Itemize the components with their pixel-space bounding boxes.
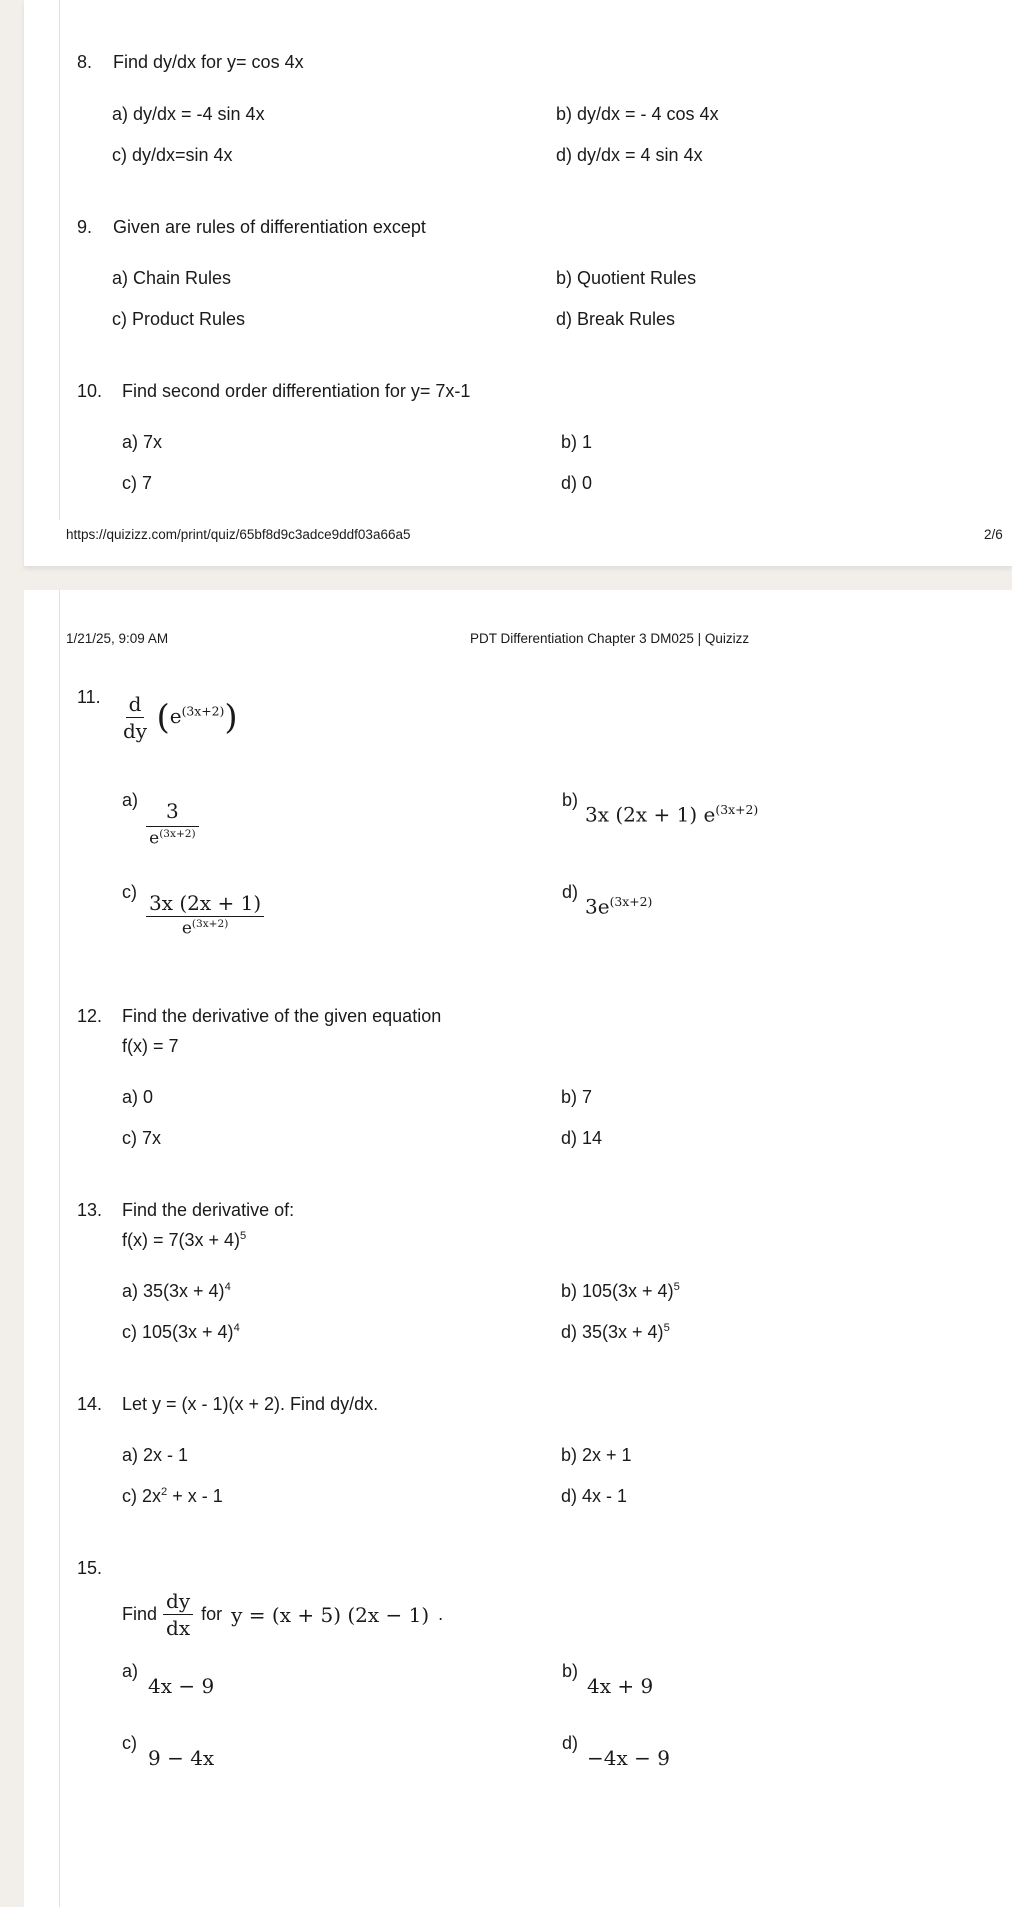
question-subtext: f(x) = 7 — [122, 1036, 179, 1056]
question-text: Given are rules of differentiation except — [113, 217, 426, 237]
option-b: b) 2x + 1 — [561, 1445, 632, 1465]
option-c: c) dy/dx=sin 4x — [112, 145, 233, 165]
question-text: Find second order differentiation for y= 7x-1 — [122, 381, 471, 401]
question-number: 14. — [77, 1394, 103, 1414]
option-c: c) 7x — [122, 1128, 162, 1148]
option-d: d) 4x - 1 — [561, 1486, 628, 1506]
option-label-c: c) — [122, 1733, 137, 1753]
option-d: −4x − 9 — [587, 1746, 670, 1770]
option-b: b) dy/dx = - 4 cos 4x — [556, 104, 719, 124]
option-a: a) Chain Rules — [112, 268, 232, 288]
question-number: 12. — [77, 1006, 103, 1026]
header-title: PDT Differentiation Chapter 3 DM025 | Quizizz — [470, 631, 750, 646]
option-a: a) dy/dx = -4 sin 4x — [112, 104, 265, 124]
question-number: 11. — [77, 687, 101, 707]
option-b: 4x + 9 — [587, 1674, 654, 1698]
question-number: 9. — [77, 217, 93, 237]
option-c: c) 7 — [122, 473, 153, 493]
option-c: 9 − 4x — [148, 1746, 215, 1770]
footer-url[interactable]: https://quizizz.com/print/quiz/65bf8d9c3adce9ddf03a66a5 — [66, 527, 411, 542]
footer-page-number: 2/6 — [984, 527, 1003, 542]
option-label-a: a) — [122, 1661, 139, 1681]
derivative-operator: $\frac{d}{dy}$ — [123, 692, 148, 743]
option-a: a) 2x - 1 — [122, 1445, 189, 1465]
option-a: a) 7x — [122, 432, 163, 452]
option-a: a) $35(3x + 4)^4$ — [122, 1281, 231, 1301]
option-b: b) Quotient Rules — [556, 268, 697, 288]
question-subtext: $f(x) = 7(3x + 4)^5$ — [122, 1230, 247, 1250]
header-datetime: 1/21/25, 9:09 AM — [66, 631, 169, 646]
question-text: Find the derivative of: — [122, 1200, 295, 1220]
option-d: $3e^{(3x+2)}$ — [585, 894, 653, 919]
question-number: 13. — [77, 1200, 103, 1220]
option-d: d) $35(3x + 4)^5$ — [561, 1322, 670, 1342]
option-label-b: b) — [562, 1661, 579, 1681]
option-label-c: c) — [122, 882, 137, 902]
option-d: d) dy/dx = 4 sin 4x — [556, 145, 703, 165]
question-text: Find the derivative of the given equation — [122, 1006, 442, 1026]
question-number: 10. — [77, 381, 103, 401]
option-d: d) 0 — [561, 473, 593, 493]
option-b: b) 7 — [561, 1087, 593, 1107]
page-left-rule — [59, 590, 60, 1907]
question-number: 15. — [77, 1558, 103, 1578]
option-c: c) $105(3x + 4)^4$ — [122, 1322, 240, 1342]
option-d: d) 14 — [561, 1128, 603, 1148]
option-c: c) $2x^2 + x - 1$ — [122, 1486, 223, 1506]
question-text: Find dy/dx for y= cos 4x — [113, 52, 304, 72]
option-b: b) $105(3x + 4)^5$ — [561, 1281, 680, 1301]
page-left-rule — [59, 0, 60, 520]
question-text: Find $\frac{dy}{dx}$ for y = (x + 5) (2x − 1) . — [122, 1589, 444, 1640]
option-label-a: a) — [122, 790, 139, 810]
option-label-d: d) — [562, 1733, 579, 1753]
option-label-d: d) — [562, 882, 579, 902]
question-number: 8. — [77, 52, 93, 72]
option-b: 3x (2x + 1) $e^{(3x+2)}$ — [585, 802, 759, 827]
option-a: $\frac{3}{e^{(3x+2)}}$ — [146, 800, 199, 848]
question-text: Let y = (x - 1)(x + 2). Find dy/dx. — [122, 1394, 379, 1414]
option-c: $\frac{3x (2x + 1)}{e^{(3x+2)}}$ — [146, 892, 264, 938]
option-a: 4x − 9 — [148, 1674, 215, 1698]
option-d: d) Break Rules — [556, 309, 676, 329]
option-c: c) Product Rules — [112, 309, 246, 329]
option-a: a) 0 — [122, 1087, 154, 1107]
derivative-expression: $\frac{d}{dy}$ $(e^{(3x+2)})$ — [120, 693, 238, 742]
page-sheet-2 — [24, 590, 1012, 1907]
page-sheet-1 — [24, 0, 1012, 566]
option-b: b) 1 — [561, 432, 593, 452]
option-label-b: b) — [562, 790, 579, 810]
